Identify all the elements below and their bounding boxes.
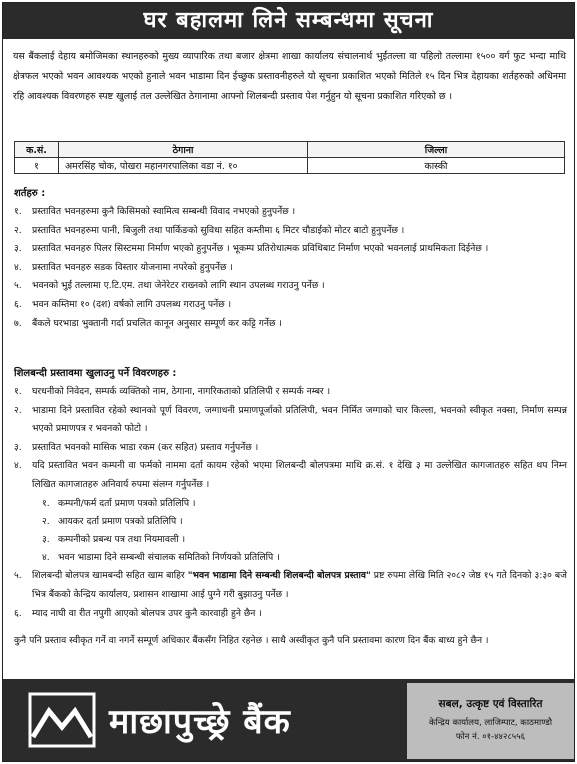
list-item: [14, 203, 567, 222]
notice-page: [2, 2, 575, 762]
item-number: ४.: [14, 261, 22, 273]
sub-list-item: [14, 531, 567, 549]
list-item: [14, 605, 567, 624]
item-text: यदि प्रस्तावित भवन कम्पनी वा फर्मको नाममा दर्ता कायम रहेको भएमा शिलबन्दी बोलपत्रमा माथि क्र.सं. १ देखि ३ मा उल्लेखित कागजातहरु सहित थप निम्न लिखित कागजातहरु अनिवार्य रुपमा संलग्न गर्नुपर्नेछ ।: [32, 460, 567, 490]
table-cell-district: कास्की: [308, 158, 565, 174]
sub-list-item: [14, 495, 567, 513]
footer-band: [3, 679, 574, 761]
list-item: [14, 240, 567, 259]
envelope-label-text: "भवन भाडामा दिने सम्बन्धी शिलबन्दी बोलपत्र प्रस्ताव": [187, 570, 371, 582]
item-text: कम्पनी/फर्म दर्ता प्रमाण पत्रको प्रतिलिपि ।: [58, 497, 196, 509]
conditions-list: [14, 203, 567, 333]
item-text-post: प्रष्ट रुपमा लेखि मिति २०८२ जेष्ठ १५ गते दिनको ३:३० बजे भित्र बैंकको केन्द्रिय कार्यालय, प्रशासन शाखामा आई पुग्ने गरी बुझाउनु पर्नेछ ।: [32, 570, 567, 600]
item-text: प्रस्तावित भवनहरु पिलर सिस्टममा निर्माण भएको हुनुपर्नेछ । भूकम्प प्रतिरोधात्मक प्रविधिबाट निर्माण भएको भवनलाई प्राथमिकता दिईनेछ ।: [32, 243, 489, 255]
table-cell-address: अमरसिंह चोक, पोखरा महानगरपालिका वडा नं. १०: [59, 158, 308, 174]
list-item: [14, 259, 567, 278]
item-number: ३.: [42, 533, 50, 545]
item-text: म्याद नाघी वा रीत नपुगी आएको बोलपत्र उपर कुनै कारवाही हुने छैन ।: [32, 607, 262, 619]
item-text: घरधनीको निवेदन, सम्पर्क व्यक्तिको नाम, ठेगाना, नागरिकताको प्रतिलिपी र सम्पर्क नम्बर ।: [32, 386, 331, 397]
item-number: २.: [42, 515, 50, 527]
item-number: २.: [14, 224, 22, 236]
list-item: [14, 402, 567, 439]
item-text: भवन कम्तिमा १० (दश) वर्षको लागि उपलब्ध गराउनु पर्नेछ ।: [32, 298, 232, 310]
item-text: कम्पनीको प्रबन्ध पत्र तथा नियमावली ।: [58, 533, 186, 545]
bank-slogan: सबल, उत्कृष्ट एवं विस्तारित: [438, 698, 543, 710]
item-text-pre: शिलबन्दी बोलपत्र खामबन्दी सहित खाम बाहिर: [32, 570, 188, 582]
location-table: [14, 141, 565, 174]
item-number: ६.: [14, 607, 22, 619]
item-text: भवन भाडामा दिने सम्बन्धी संचालक समितिको निर्णयको प्रतिलिपि ।: [58, 552, 280, 564]
list-item: [14, 439, 567, 458]
office-address: केन्द्रिय कार्यालय, लाजिम्पाट, काठमाण्डौ: [428, 718, 553, 728]
details-list: [14, 383, 567, 623]
item-text: भाडामा दिने प्रस्तावित रहेको स्थानको पूर्ण विवरण, जग्गाधनी प्रमाणपूर्जाको प्रतिलिपी, भवन निर्मित जग्गाको चार किल्ला, भवनको स्वीकृत नक्सा, निर्माण सम्पन्न भएको प्रमाणपत्र र भवनको फोटो ।: [32, 404, 567, 435]
conditions-heading: शर्तहरु :: [14, 188, 46, 199]
item-text: प्रस्तावित भवनहरु सडक विस्तार योजनामा नपरेको हुनुपर्नेछ ।: [32, 261, 233, 273]
item-number: ४.: [14, 460, 22, 472]
closing-paragraph: कुनै पनि प्रस्ताव स्वीकृत गर्ने वा नगर्ने सम्पूर्ण अधिकार बैंकसँग निहित रहनेछ । साथै अस्वीकृत कुनै पनि प्रस्तावमा कारण दिन बैंक बाध्य हुने छैन ।: [14, 635, 489, 646]
item-text: बैंकले घरभाडा भुक्तानी गर्दा प्रचलित कानून अनुसार सम्पूर्ण कर कट्टि गर्नेछ ।: [32, 317, 282, 329]
list-item: [14, 457, 567, 494]
item-number: ४.: [42, 552, 50, 564]
table-header-sn: क.सं.: [15, 142, 59, 158]
list-item: [14, 315, 567, 334]
item-number: ६.: [14, 298, 22, 310]
item-text: प्रस्तावित भवनको मासिक भाडा रकम (कर सहित) प्रस्ताव गर्नुपर्नेछ ।: [32, 441, 259, 453]
phone-number: फोन नं. ०१-४४२८५५६: [455, 732, 526, 742]
item-text: प्रस्तावित भवनहरुमा पानी, बिजुली तथा पार्किङको सुविधा सहित कम्तीमा ६ मिटर चौडाईको मोटर बाटो हुनुपर्नेछ ।: [32, 224, 405, 236]
item-number: १.: [42, 497, 50, 509]
item-number: १.: [14, 386, 22, 397]
table-header-row: [15, 142, 565, 158]
item-number: ५.: [14, 570, 22, 582]
details-heading: शिलबन्दी प्रस्तावमा खुलाउनु पर्ने विवरणहरु :: [14, 368, 177, 379]
table-cell-sn: १: [15, 158, 59, 174]
sub-list-item: [14, 549, 567, 567]
intro-paragraph: यस बैंकलाई देहाय बमोजिमका स्थानहरुको मुख्य व्यापारिक तथा बजार क्षेत्रमा शाखा कार्यालय संचालनार्थ भुईंतल्ला वा पहिलो तल्लामा १५०० वर्ग फुट भन्दा माथि क्षेत्रफल भएको भवन आवश्यक भएको हुनाले भवन भाडामा दिन ईच्छुक प्रस्तावनीहरुले यो सूचना प्रकाशित भएको मितिले १५ दिन भित्र देहायका शर्तहरुको अधिनमा रहि आवश्यक विवरणहरु स्पष्ट खुलाई तल उल्लेखित ठेगानामा आफ्नो शिलबन्दी प्रस्ताव पेश गर्नुहुन यो सूचना प्रकाशित गरिएको छ ।: [13, 51, 566, 102]
item-number: ३.: [14, 441, 22, 453]
item-text: भवनको भुई तल्लामा ए.टि.एम. तथा जेनेरेटर राख्नको लागि स्थान उपलब्ध गराउनु पर्नेछ ।: [32, 280, 325, 292]
item-text: आयकर दर्ता प्रमाण पत्रको प्रतिलिपि ।: [58, 515, 183, 527]
list-item: [14, 277, 567, 296]
item-number: १.: [14, 206, 22, 217]
bank-name: माछापुच्छ्रे बैंक: [109, 702, 291, 742]
table-header-address: ठेगाना: [59, 142, 308, 158]
item-number: २.: [14, 404, 22, 416]
table-row: [15, 158, 565, 174]
item-number: ३.: [14, 243, 22, 255]
table-header-district: जिल्ला: [308, 142, 565, 158]
list-item: [14, 222, 567, 241]
item-number: ७.: [14, 317, 22, 329]
item-text: प्रस्तावित भवनहरुमा कुनै किसिमको स्वामित्व सम्बन्धी विवाद नभएको हुनुपर्नेछ ।: [32, 206, 296, 217]
bank-info-box: [407, 683, 574, 759]
item-number: ५.: [14, 280, 22, 292]
list-item: [14, 567, 567, 604]
item-text: [32, 567, 567, 604]
sub-list-item: [14, 513, 567, 531]
list-item: [14, 383, 567, 402]
list-item: [14, 296, 567, 315]
notice-title: घर बहालमा लिने सम्बन्धमा सूचना: [3, 3, 574, 39]
mountain-logo-icon: [27, 691, 97, 749]
